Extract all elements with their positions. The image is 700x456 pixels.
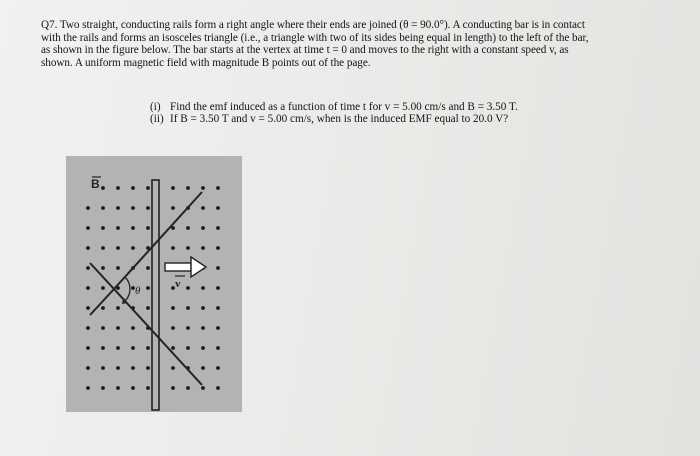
field-dot bbox=[101, 226, 105, 230]
question-line-4: shown. A uniform magnetic field with magnitude B points out of the page. bbox=[41, 56, 371, 69]
question-line-1: Q7. Two straight, conducting rails form a right angle where their ends are joined (θ = 90.0°). A conducting bar is in contact bbox=[41, 19, 585, 31]
field-dot bbox=[216, 306, 220, 310]
lower-rail bbox=[114, 289, 202, 385]
field-dot bbox=[171, 206, 175, 210]
field-dot bbox=[116, 226, 120, 230]
field-dot bbox=[101, 366, 105, 370]
angle-label: θ bbox=[135, 285, 141, 297]
field-dot bbox=[101, 206, 105, 210]
field-dot bbox=[146, 366, 150, 370]
field-dot bbox=[131, 386, 135, 390]
field-dot bbox=[216, 346, 220, 350]
part-i-number: (i) bbox=[150, 101, 161, 113]
field-dot bbox=[116, 206, 120, 210]
field-dot bbox=[146, 386, 150, 390]
field-dot bbox=[101, 326, 105, 330]
field-dot bbox=[216, 206, 220, 210]
field-dot bbox=[216, 266, 220, 270]
field-dot bbox=[216, 366, 220, 370]
part-i bbox=[150, 101, 518, 113]
field-dot bbox=[186, 326, 190, 330]
field-dot bbox=[216, 226, 220, 230]
question-text bbox=[41, 19, 661, 69]
field-dot bbox=[86, 246, 90, 250]
field-dot bbox=[201, 246, 205, 250]
field-dot bbox=[116, 306, 120, 310]
field-dot bbox=[131, 346, 135, 350]
field-dot bbox=[131, 366, 135, 370]
field-dot bbox=[201, 306, 205, 310]
field-dot bbox=[146, 286, 150, 290]
field-dot bbox=[186, 346, 190, 350]
field-dot bbox=[186, 186, 190, 190]
velocity-arrow-shaft bbox=[165, 263, 191, 271]
field-dot bbox=[201, 226, 205, 230]
field-dot bbox=[131, 186, 135, 190]
field-dot bbox=[101, 266, 105, 270]
velocity-label: v bbox=[175, 278, 181, 290]
field-dot bbox=[101, 386, 105, 390]
field-dot bbox=[171, 326, 175, 330]
field-dot bbox=[186, 386, 190, 390]
field-dot bbox=[86, 266, 90, 270]
velocity-arrow-head bbox=[191, 257, 206, 277]
field-dot bbox=[186, 226, 190, 230]
field-dot bbox=[101, 306, 105, 310]
field-dot bbox=[201, 286, 205, 290]
field-dot bbox=[216, 286, 220, 290]
field-dot bbox=[171, 366, 175, 370]
field-dot bbox=[171, 346, 175, 350]
field-dot bbox=[116, 366, 120, 370]
part-ii-text: If B = 3.50 T and v = 5.00 cm/s, when is the induced EMF equal to 20.0 V? bbox=[170, 113, 509, 126]
field-dot bbox=[116, 186, 120, 190]
field-dot bbox=[116, 386, 120, 390]
field-dot bbox=[146, 306, 150, 310]
field-dot bbox=[201, 346, 205, 350]
field-dot bbox=[101, 346, 105, 350]
upper-rail bbox=[114, 192, 202, 289]
field-dot bbox=[101, 286, 105, 290]
field-dot bbox=[131, 246, 135, 250]
field-dot bbox=[216, 326, 220, 330]
field-dot bbox=[131, 326, 135, 330]
field-dot bbox=[201, 326, 205, 330]
part-ii-number: (ii) bbox=[150, 113, 164, 126]
field-dot bbox=[86, 326, 90, 330]
field-dot bbox=[86, 206, 90, 210]
field-dot bbox=[131, 206, 135, 210]
field-dot bbox=[146, 346, 150, 350]
field-dot bbox=[216, 246, 220, 250]
field-dot bbox=[171, 386, 175, 390]
field-dot bbox=[86, 386, 90, 390]
field-dot bbox=[186, 286, 190, 290]
conducting-bar bbox=[152, 180, 159, 410]
field-dot bbox=[146, 186, 150, 190]
field-dot bbox=[101, 246, 105, 250]
part-ii bbox=[150, 113, 518, 125]
field-dot bbox=[171, 246, 175, 250]
field-dot bbox=[86, 286, 90, 290]
field-dot bbox=[86, 346, 90, 350]
angle-arc bbox=[125, 277, 130, 301]
magnetic-field-dots bbox=[86, 186, 220, 390]
field-dot bbox=[201, 386, 205, 390]
field-dot bbox=[146, 206, 150, 210]
field-dot bbox=[171, 306, 175, 310]
field-dot bbox=[146, 266, 150, 270]
field-label: B bbox=[91, 177, 100, 191]
field-dot bbox=[201, 206, 205, 210]
upper-rail-extension bbox=[90, 289, 114, 315]
rails-figure bbox=[66, 156, 242, 412]
field-dot bbox=[146, 226, 150, 230]
field-dot bbox=[86, 226, 90, 230]
question-line-3: as shown in the figure below. The bar starts at the vertex at time t = 0 and moves to the right with a constant speed v, as bbox=[41, 44, 569, 57]
question-parts bbox=[150, 101, 518, 126]
field-dot bbox=[171, 186, 175, 190]
field-dot bbox=[116, 346, 120, 350]
field-dot bbox=[186, 246, 190, 250]
field-dot bbox=[86, 366, 90, 370]
question-line-2: with the rails and forms an isosceles triangle (i.e., a triangle with two of its sides being equal in length) to the left of the bar, bbox=[41, 31, 589, 44]
field-dot bbox=[86, 306, 90, 310]
field-dot bbox=[216, 386, 220, 390]
field-dot bbox=[201, 186, 205, 190]
field-dot bbox=[116, 266, 120, 270]
field-dot bbox=[131, 226, 135, 230]
field-dot bbox=[116, 246, 120, 250]
field-dot bbox=[101, 186, 105, 190]
field-dot bbox=[116, 326, 120, 330]
rails-diagram bbox=[66, 156, 242, 412]
field-dot bbox=[186, 306, 190, 310]
field-dot bbox=[201, 366, 205, 370]
field-dot bbox=[216, 186, 220, 190]
part-i-text: Find the emf induced as a function of time t for v = 5.00 cm/s and B = 3.50 T. bbox=[170, 101, 518, 113]
